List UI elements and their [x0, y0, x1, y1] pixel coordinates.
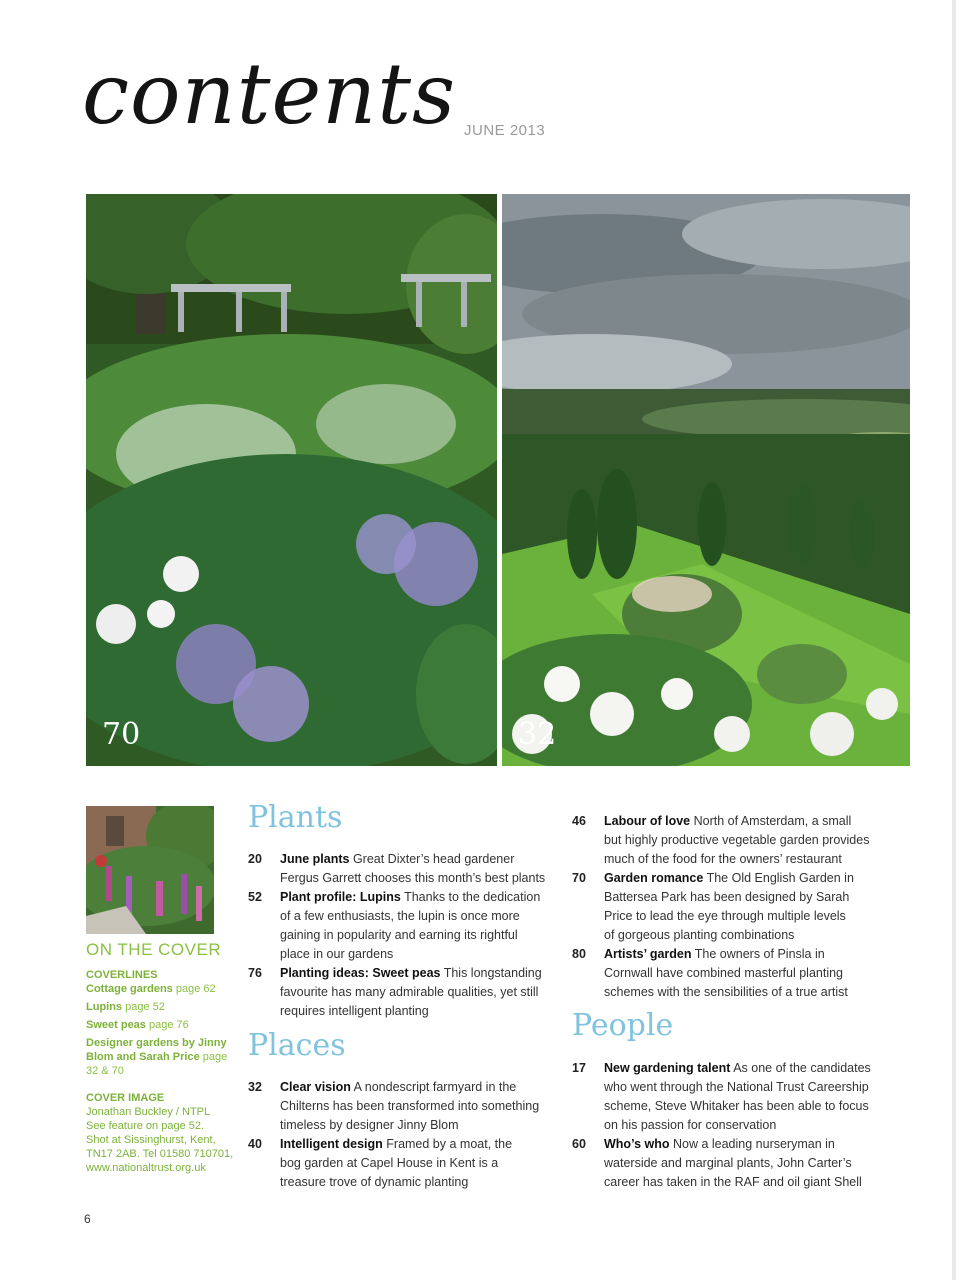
page-number: 6 — [84, 1212, 91, 1226]
photo-page-number: 32 — [518, 717, 557, 752]
coverline-item-cont: 32 & 70 — [86, 1065, 124, 1077]
cover-image-credit: Jonathan Buckley / NTPL — [86, 1106, 211, 1118]
toc-entry[interactable]: 76 Planting ideas: Sweet peas This longstanding favourite has many admirable qualities, yet still requires intelligent planting — [248, 966, 542, 1018]
toc-entry[interactable]: 32 Clear vision A nondescript farmyard in the Chilterns has been transformed into something timeless by designer Jinny Blom — [248, 1080, 540, 1132]
topiary-landscape-image — [502, 194, 910, 766]
cover-image-credit: Shot at Sissinghurst, Kent, — [86, 1134, 216, 1146]
cover-image-label: COVER IMAGE — [86, 1092, 165, 1104]
coverline-item[interactable]: Designer gardens by Jinny — [86, 1037, 227, 1049]
toc-entry[interactable]: 40 Intelligent design Framed by a moat, the bog garden at Capel House in Kent is a treasure trove of dynamic planting — [248, 1137, 513, 1189]
page-edge — [952, 0, 956, 1280]
toc-entry[interactable]: 70 Garden romance The Old English Garden in Battersea Park has been designed by Sarah Price to lead the eye through multiple levels of gorgeous planting combinations — [572, 871, 854, 942]
coverline-item[interactable]: Cottage gardens page 62 — [86, 983, 216, 995]
cover-image-credit: TN17 2AB. Tel 01580 710701, — [86, 1148, 234, 1160]
toc-entry[interactable]: 20 June plants Great Dixter’s head gardener Fergus Garrett chooses this month’s best plants — [248, 852, 546, 885]
cover-lupins-image — [86, 806, 214, 934]
toc-entry[interactable]: 46 Labour of love North of Amsterdam, a small but highly productive vegetable garden provides much of the food for the owners’ restaurant — [572, 814, 870, 866]
page-title: contents — [82, 45, 457, 143]
coverlines-label: COVERLINES — [86, 969, 158, 981]
section-heading-people: People — [572, 1008, 674, 1043]
cover-image-credit: See feature on page 52. — [86, 1120, 205, 1132]
section-heading-plants: Plants — [248, 800, 343, 835]
toc-entry[interactable]: 52 Plant profile: Lupins Thanks to the dedication of a few enthusiasts, the lupin is once more gaining in popularity and earning its rightful place in our gardens — [248, 890, 541, 961]
section-heading-places: Places — [248, 1028, 346, 1063]
coverline-item-cont: Blom and Sarah Price page — [86, 1051, 228, 1063]
photo-page-number: 70 — [102, 717, 141, 752]
cover-thumbnail[interactable] — [86, 806, 214, 934]
toc-entry[interactable]: 60 Who’s who Now a leading nurseryman in waterside and marginal plants, John Carter’s career has taken in the RAF and oil giant Shell — [572, 1137, 862, 1189]
issue-date: JUNE 2013 — [464, 122, 546, 139]
cover-image-credit: www.nationaltrust.org.uk — [86, 1162, 206, 1174]
toc-entry[interactable]: 80 Artists’ garden The owners of Pinsla in Cornwall have combined masterful planting schemes with the sensibilities of a true artist — [572, 947, 848, 999]
on-the-cover-heading: ON THE COVER — [86, 940, 222, 959]
coverline-item[interactable]: Sweet peas page 76 — [86, 1019, 189, 1031]
photo-topiary-landscape[interactable] — [502, 194, 910, 766]
toc-entry[interactable]: 17 New gardening talent As one of the candidates who went through the National Trust Careership scheme, Steve Whitaker has been able to focus on his passion for conservation — [572, 1061, 871, 1132]
garden-border-image — [86, 194, 497, 766]
photo-garden-border[interactable] — [86, 194, 497, 766]
coverline-item[interactable]: Lupins page 52 — [86, 1001, 165, 1013]
